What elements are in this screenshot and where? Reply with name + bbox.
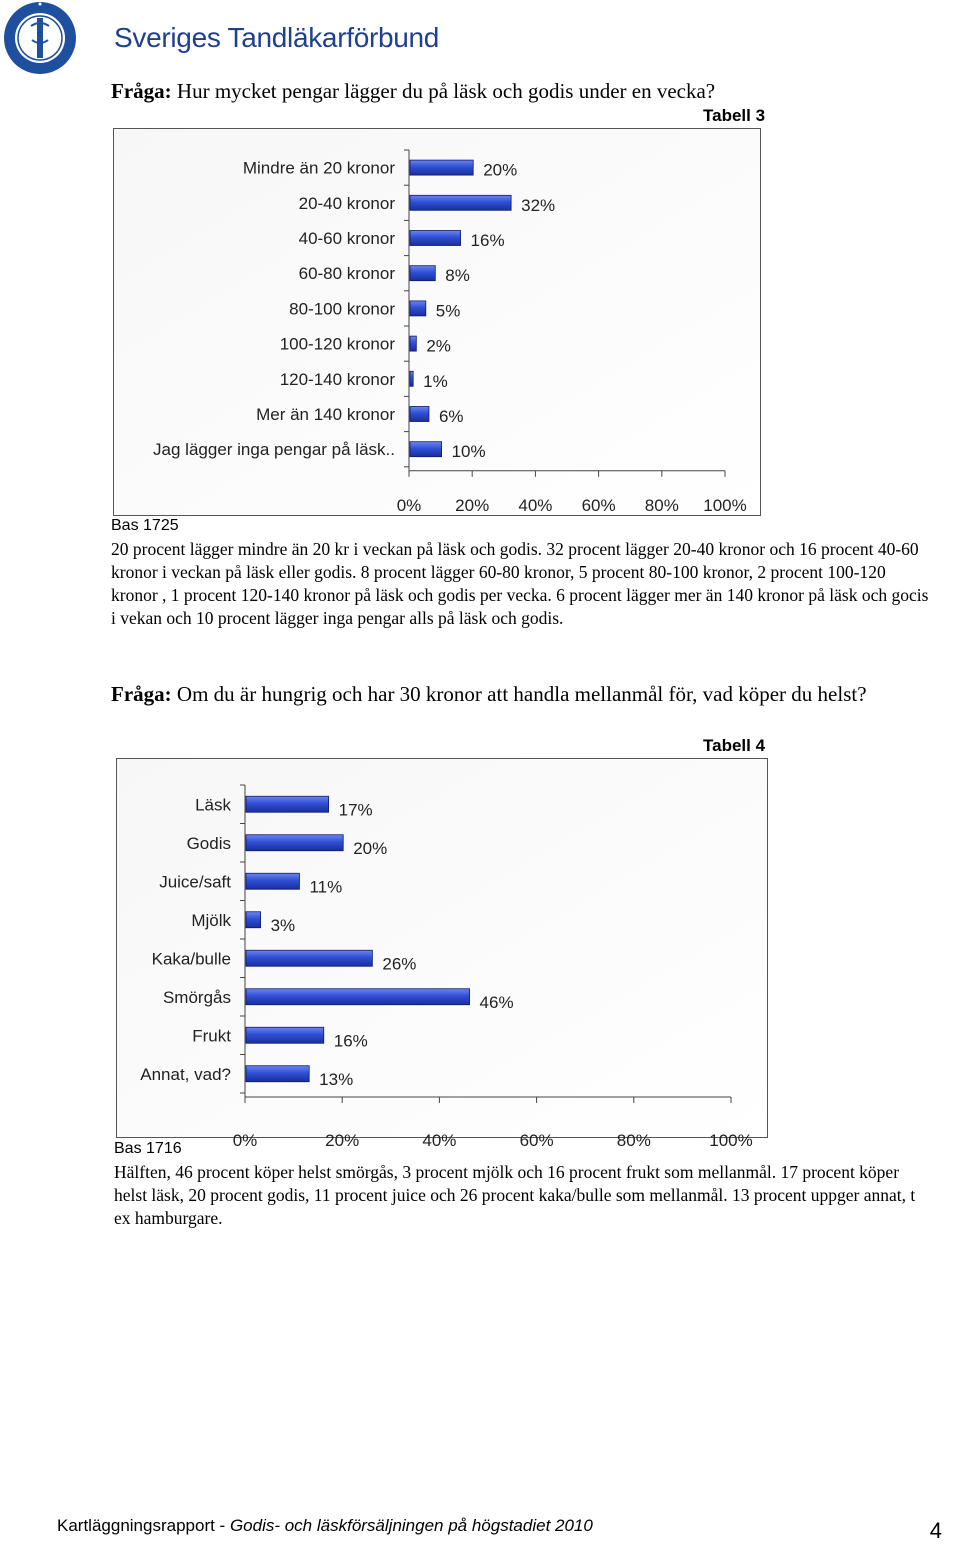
bar xyxy=(410,442,442,457)
value-label: 10% xyxy=(451,442,486,462)
x-tick-label: 100% xyxy=(709,1131,753,1150)
bar xyxy=(410,266,435,281)
value-label: 20% xyxy=(353,838,388,858)
bar xyxy=(246,950,372,966)
category-label: Mer än 140 kronor xyxy=(256,405,395,424)
x-tick-label: 20% xyxy=(325,1131,360,1150)
paragraph-1: 20 procent lägger mindre än 20 kr i veckan på läsk och godis. 32 procent lägger 20-40 kronor och 16 procent 40-60 kronor i veckan på läsk eller godis. 8 procent lägger 60-80 kronor, 5 procent 80-100 kronor, 2 procent 100-120 kronor , 1 procent 120-140 kronor på läsk och godis per vecka. 6 procent lägger mer än 140 kronor på läsk och gocis i vekan och 10 procent lägger inga pengar alls på läsk och godis. xyxy=(111,539,929,628)
bar xyxy=(410,160,473,175)
category-label: 40-60 kronor xyxy=(298,229,395,248)
bar xyxy=(246,796,329,812)
x-tick-label: 100% xyxy=(703,495,747,515)
bar xyxy=(410,407,429,422)
x-tick-label: 0% xyxy=(232,1131,258,1150)
x-tick-label: 80% xyxy=(644,495,679,515)
category-label: 60-80 kronor xyxy=(298,264,395,284)
bar xyxy=(246,873,299,889)
category-label: 100-120 kronor xyxy=(279,334,395,354)
category-label: Mjölk xyxy=(191,910,231,930)
value-label: 20% xyxy=(483,160,518,180)
category-label: Jag lägger inga pengar på läsk.. xyxy=(153,440,395,460)
question-1-prefix: Fråga: xyxy=(111,79,172,103)
category-label: 20-40 kronor xyxy=(298,193,395,213)
value-label: 16% xyxy=(333,1031,368,1051)
category-label: Godis xyxy=(186,833,231,853)
society-seal-icon xyxy=(2,0,78,76)
bar xyxy=(410,371,413,386)
bar xyxy=(410,336,416,351)
x-tick-label: 60% xyxy=(581,495,616,515)
bar xyxy=(246,989,470,1005)
question-1-text: Hur mycket pengar lägger du på läsk och godis under en vecka? xyxy=(176,79,716,103)
value-label: 11% xyxy=(309,877,343,897)
value-label: 2% xyxy=(426,336,451,356)
bar xyxy=(246,835,343,851)
x-tick-label: 20% xyxy=(455,495,490,515)
category-label: 120-140 kronor xyxy=(279,369,395,389)
category-label: Juice/saft xyxy=(159,872,231,892)
value-label: 5% xyxy=(435,301,461,321)
category-label: 80-100 kronor xyxy=(289,299,395,319)
x-tick-label: 60% xyxy=(519,1131,554,1150)
value-label: 3% xyxy=(270,915,296,935)
x-tick-label: 40% xyxy=(518,495,553,515)
question-2 xyxy=(111,681,931,708)
chart-tabell-3 xyxy=(113,128,761,516)
category-label: Kaka/bulle xyxy=(151,949,231,969)
x-tick-label: 0% xyxy=(396,495,422,515)
value-label: 8% xyxy=(445,266,470,286)
category-label: Läsk xyxy=(195,795,231,815)
value-label: 26% xyxy=(382,954,417,974)
footer-title-italic: Godis- och läskförsäljningen på högstadiet 2010 xyxy=(229,1516,593,1535)
category-label: Mindre än 20 kronor xyxy=(242,158,395,178)
value-label: 17% xyxy=(338,800,373,820)
value-label: 1% xyxy=(423,371,448,391)
question-2-text: Om du är hungrig och har 30 kronor att handla mellanmål för, vad köper du helst? xyxy=(176,682,867,706)
bas-1: Bas 1725 xyxy=(111,517,179,534)
bar xyxy=(410,301,426,316)
bar xyxy=(246,912,261,928)
value-label: 16% xyxy=(470,231,505,250)
question-1 xyxy=(111,78,931,105)
bar xyxy=(246,1027,324,1043)
value-label: 46% xyxy=(479,992,514,1012)
category-label: Annat, vad? xyxy=(140,1064,231,1084)
question-2-prefix: Fråga: xyxy=(111,682,172,706)
table-3-label: Tabell 3 xyxy=(703,106,766,125)
category-label: Smörgås xyxy=(162,987,231,1007)
bar xyxy=(410,231,461,246)
table-4-label: Tabell 4 xyxy=(703,736,766,755)
bas-2: Bas 1716 xyxy=(114,1140,182,1157)
x-tick-label: 80% xyxy=(616,1131,651,1150)
bar xyxy=(246,1066,309,1082)
page-number: 4 xyxy=(929,1518,942,1543)
organization-name: Sveriges Tandläkarförbund xyxy=(114,22,440,53)
value-label: 6% xyxy=(438,407,464,426)
category-label: Frukt xyxy=(192,1026,231,1046)
paragraph-2: Hälften, 46 procent köper helst smörgås, 3 procent mjölk och 16 procent frukt som mellanmål. 17 procent köper helst läsk, 20 procent godis, 11 procent juice och 26 procent kaka/bulle som mellanmål. 13 procent uppger annat, t ex hamburgare. xyxy=(114,1162,916,1228)
value-label: 13% xyxy=(319,1069,354,1089)
footer-title xyxy=(57,1516,593,1536)
bar xyxy=(410,195,511,210)
footer-title-plain: Kartläggningsrapport - xyxy=(57,1516,230,1535)
x-tick-label: 40% xyxy=(422,1131,457,1150)
value-label: 32% xyxy=(521,195,556,215)
